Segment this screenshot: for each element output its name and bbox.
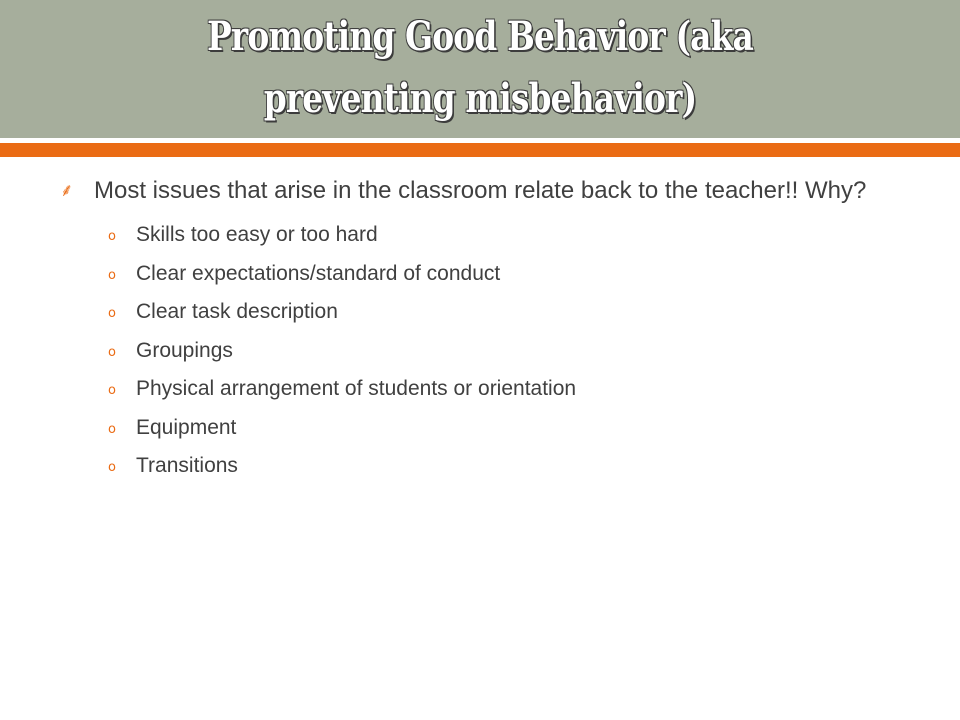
sub-bullet-text: Groupings bbox=[136, 338, 233, 362]
sub-bullet-item bbox=[108, 293, 920, 332]
sub-bullet-item bbox=[108, 447, 920, 486]
sub-bullet-text: Physical arrangement of students or orientation bbox=[136, 377, 577, 401]
circle-bullet-icon: o bbox=[108, 383, 116, 399]
slide-content bbox=[60, 174, 920, 486]
title-bar bbox=[0, 0, 960, 138]
sub-bullet-text: Clear expectations/standard of conduct bbox=[136, 261, 501, 285]
sub-bullet-item bbox=[108, 255, 920, 294]
sub-bullet-item bbox=[108, 409, 920, 448]
sub-bullet-text: Skills too easy or too hard bbox=[136, 223, 378, 247]
circle-bullet-icon: o bbox=[108, 421, 116, 437]
circle-bullet-icon: o bbox=[108, 344, 116, 360]
main-bullet-text: Most issues that arise in the classroom relate back to the teacher!! Why? bbox=[94, 177, 867, 204]
sub-bullet-item bbox=[108, 216, 920, 255]
circle-bullet-icon: o bbox=[108, 229, 116, 245]
scroll-bullet-icon: ⸙ bbox=[60, 180, 74, 201]
sub-bullet-item bbox=[108, 332, 920, 371]
title-divider-orange bbox=[0, 143, 960, 157]
slide-title: Promoting Good Behavior (aka preventing misbehavior) bbox=[207, 13, 753, 122]
sub-bullet-text: Transitions bbox=[136, 454, 238, 478]
sub-bullet-text: Equipment bbox=[136, 415, 237, 439]
circle-bullet-icon: o bbox=[108, 306, 116, 322]
circle-bullet-icon: o bbox=[108, 267, 116, 283]
sub-bullet-text: Clear task description bbox=[136, 300, 338, 324]
sub-bullet-item bbox=[108, 370, 920, 409]
main-bullet bbox=[60, 174, 920, 208]
circle-bullet-icon: o bbox=[108, 460, 116, 476]
sub-bullet-list bbox=[60, 216, 920, 486]
